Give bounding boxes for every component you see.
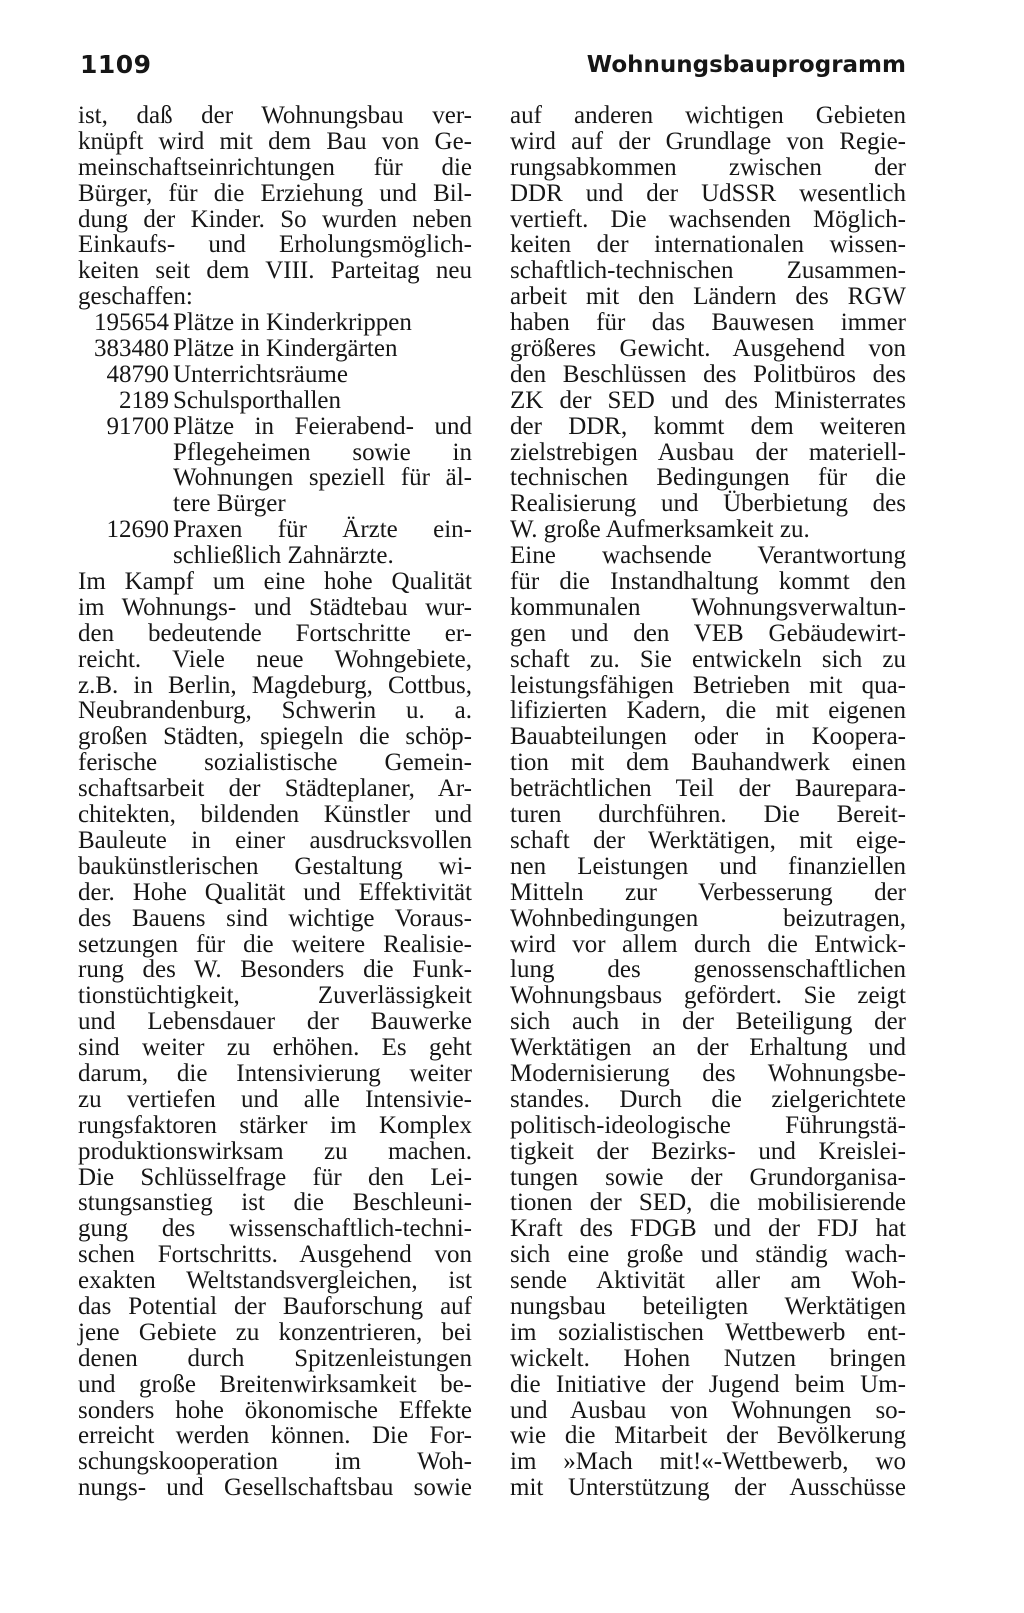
stat-row [78, 310, 472, 336]
text-line: der DDR, kommt dem weiteren [510, 412, 906, 440]
text-line: technischen Bedingungen für die [510, 464, 906, 492]
running-head: Wohnungsbauprogramm [586, 52, 906, 78]
stat-label: Plätze in Kindergärten [173, 335, 398, 363]
text-line: und Lebensdauer der Bauwerke [78, 1008, 472, 1036]
text-line: im sozialistischen Wettbewerb ent- [510, 1318, 906, 1346]
text-line: sich auch in der Beteiligung der [510, 1008, 906, 1036]
text-line: Eine wachsende Verantwortung [510, 542, 906, 570]
text-line: arbeit mit den Ländern des RGW [510, 283, 906, 311]
stat-label: Wohnungen speziell für äl- [173, 464, 472, 492]
text-line: geschaffen: [78, 283, 193, 311]
text-line: Mitteln zur Verbesserung der [510, 878, 906, 906]
text-line: zu vertiefen und alle Intensivie- [78, 1085, 472, 1113]
text-line: schungskooperation im Woh- [78, 1448, 472, 1476]
text-line: keiten der internationalen wissen- [510, 231, 906, 259]
text-line: ist, daß der Wohnungsbau ver- [78, 102, 472, 129]
text-line: und große Breitenwirksamkeit be- [78, 1370, 472, 1398]
stat-label: Plätze in Feierabend- und [173, 412, 472, 440]
text-line: Wohnungsbaus gefördert. Sie zeigt [510, 982, 906, 1010]
text-line: wickelt. Hohen Nutzen bringen [510, 1344, 906, 1372]
text-line: produktionswirksam zu machen. [78, 1137, 472, 1165]
text-line: Wohnbedingungen beizutragen, [510, 904, 906, 932]
text-line: größeres Gewicht. Ausgehend von [510, 335, 906, 363]
stat-number [78, 543, 169, 569]
text-line: tion mit dem Bauhandwerk einen [510, 749, 906, 777]
text-line: zielstrebigen Ausbau der materiell- [510, 438, 906, 466]
text-line: Bürger, für die Erziehung und Bil- [78, 179, 472, 207]
text-line: den Beschlüssen des Politbüros des [510, 360, 906, 388]
text-line: leistungsfähigen Betrieben mit qua- [510, 671, 906, 699]
text-line: lung des genossenschaftlichen [510, 956, 906, 984]
text-line: beträchtlichen Teil der Baurepara- [510, 775, 906, 803]
stat-label: Schulsporthallen [173, 386, 342, 414]
right-column [510, 103, 906, 1501]
text-line: Einkaufs- und Erholungsmöglich- [78, 231, 472, 259]
text-line: stungsanstieg ist die Beschleuni- [78, 1189, 472, 1217]
text-line: darum, die Intensivierung weiter [78, 1059, 472, 1087]
text-line: rung des W. Besonders die Funk- [78, 956, 472, 984]
text-line: und Ausbau von Wohnungen so- [510, 1396, 906, 1424]
text-line: meinschaftseinrichtungen für die [78, 153, 472, 181]
text-line: wird vor allem durch die Entwick- [510, 930, 906, 958]
stat-row [78, 388, 472, 414]
text-line: sind weiter zu erhöhen. Es geht [78, 1034, 472, 1062]
stat-number [78, 440, 169, 466]
text-line: Kraft des FDGB und der FDJ hat [510, 1215, 906, 1243]
text-line: im Wohnungs- und Städtebau wur- [78, 593, 472, 621]
text-line: knüpft wird mit dem Bau von Ge- [78, 127, 472, 155]
text-line: schaft zu. Sie entwickeln sich zu [510, 645, 906, 673]
stat-label: Unterrichtsräume [173, 360, 348, 388]
stat-label: Pflegeheimen sowie in [173, 438, 472, 466]
text-line: Werktätigen an der Erhaltung und [510, 1034, 906, 1062]
text-line: W. große Aufmerksamkeit zu. [510, 516, 810, 544]
text-line: exakten Weltstandsvergleichen, ist [78, 1267, 472, 1295]
stat-label: tere Bürger [173, 490, 286, 518]
text-line: das Potential der Bauforschung auf [78, 1292, 472, 1320]
left-column [78, 103, 472, 1501]
stat-row [78, 414, 472, 440]
text-line: DDR und der UdSSR wesentlich [510, 179, 906, 207]
text-line: wie die Mitarbeit der Bevölkerung [510, 1422, 906, 1450]
text-line: wird auf der Grundlage von Regie- [510, 127, 906, 155]
stat-label: Plätze in Kinderkrippen [173, 309, 412, 337]
stat-row [78, 440, 472, 466]
text-line: tungen sowie der Grundorganisa- [510, 1163, 906, 1191]
text-line: vertieft. Die wachsenden Möglich- [510, 205, 906, 233]
text-line: des Bauens sind wichtige Voraus- [78, 904, 472, 932]
text-line: rungsfaktoren stärker im Komplex [78, 1111, 472, 1139]
stat-number: 91700 [106, 412, 169, 440]
text-line: dung der Kinder. So wurden neben [78, 205, 472, 233]
text-line: haben für das Bauwesen immer [510, 309, 906, 337]
text-line: den bedeutende Fortschritte er- [78, 619, 472, 647]
right-paragraph [510, 103, 906, 1501]
text-line: nungs- und Gesellschaftsbau sowie [78, 1474, 472, 1502]
text-line: gung des wissenschaftlich-techni- [78, 1215, 472, 1243]
text-line: großen Städten, spiegeln die schöp- [78, 723, 472, 751]
text-line: schaft der Werktätigen, mit eige- [510, 826, 906, 854]
text-line: standes. Durch die zielgerichtete [510, 1085, 906, 1113]
text-line: turen durchführen. Die Bereit- [510, 801, 906, 829]
stat-number: 383480 [94, 335, 169, 363]
text-line: für die Instandhaltung kommt den [510, 568, 906, 596]
stat-label: schließlich Zahnärzte. [173, 542, 394, 570]
text-line: Neubrandenburg, Schwerin u. a. [78, 697, 472, 725]
text-line: gen und den VEB Gebäudewirt- [510, 619, 906, 647]
stat-row [78, 336, 472, 362]
text-line: schaftlich-technischen Zusammen- [510, 257, 906, 285]
page-number: 1109 [80, 50, 152, 79]
text-line: Die Schlüsselfrage für den Lei- [78, 1163, 472, 1191]
text-line: ferische sozialistische Gemein- [78, 749, 472, 777]
stat-label: Praxen für Ärzte ein- [173, 516, 472, 544]
text-line: baukünstlerischen Gestaltung wi- [78, 852, 472, 880]
text-line: die Initiative der Jugend beim Um- [510, 1370, 906, 1398]
text-line: reicht. Viele neue Wohngebiete, [78, 645, 472, 673]
stat-number: 12690 [106, 516, 169, 544]
text-line: rungsabkommen zwischen der [510, 153, 906, 181]
text-line: sonders hohe ökonomische Effekte [78, 1396, 472, 1424]
text-line: politisch-ideologische Führungstä- [510, 1111, 906, 1139]
stat-row [78, 517, 472, 543]
stat-row [78, 491, 472, 517]
text-line: Modernisierung des Wohnungsbe- [510, 1059, 906, 1087]
text-line: Bauabteilungen oder in Koopera- [510, 723, 906, 751]
text-line: tionstüchtigkeit, Zuverlässigkeit [78, 982, 472, 1010]
text-line: auf anderen wichtigen Gebieten [510, 102, 906, 129]
text-line: nungsbau beteiligten Werktätigen [510, 1292, 906, 1320]
stat-row [78, 362, 472, 388]
text-line: Im Kampf um eine hohe Qualität [78, 568, 472, 596]
statistics-list [78, 310, 472, 569]
text-line: Realisierung und Überbietung des [510, 490, 906, 518]
text-line: der. Hohe Qualität und Effektivität [78, 878, 472, 906]
intro-paragraph [78, 103, 472, 310]
text-line: ZK der SED und des Ministerrates [510, 386, 906, 414]
text-line: z.B. in Berlin, Magdeburg, Cottbus, [78, 671, 472, 699]
text-line: kommunalen Wohnungsverwaltun- [510, 593, 906, 621]
text-line: schaftsarbeit der Städteplaner, Ar- [78, 775, 472, 803]
stat-number: 195654 [94, 309, 169, 337]
text-line: im »Mach mit!«-Wettbewerb, wo [510, 1448, 906, 1476]
text-line: denen durch Spitzenleistungen [78, 1344, 472, 1372]
stat-number [78, 465, 169, 491]
text-line: erreicht werden können. Die For- [78, 1422, 472, 1450]
text-line: jene Gebiete zu konzentrieren, bei [78, 1318, 472, 1346]
text-line: schen Fortschritts. Ausgehend von [78, 1241, 472, 1269]
stat-number: 48790 [106, 360, 169, 388]
body-paragraph [78, 569, 472, 1501]
text-line: chitekten, bildenden Künstler und [78, 801, 472, 829]
text-line: tigkeit der Bezirks- und Kreislei- [510, 1137, 906, 1165]
stat-row [78, 543, 472, 569]
text-line: Bauleute in einer ausdrucksvollen [78, 826, 472, 854]
text-line: lifizierten Kadern, die mit eigenen [510, 697, 906, 725]
text-line: keiten seit dem VIII. Parteitag neu [78, 257, 472, 285]
stat-number [78, 491, 169, 517]
text-line: setzungen für die weitere Realisie- [78, 930, 472, 958]
stat-number: 2189 [119, 386, 169, 414]
text-line: sende Aktivität aller am Woh- [510, 1267, 906, 1295]
text-line: tionen der SED, die mobilisierende [510, 1189, 906, 1217]
text-line: mit Unterstützung der Ausschüsse [510, 1474, 906, 1502]
text-line: nen Leistungen und finanziellen [510, 852, 906, 880]
text-line: sich eine große und ständig wach- [510, 1241, 906, 1269]
stat-row [78, 465, 472, 491]
